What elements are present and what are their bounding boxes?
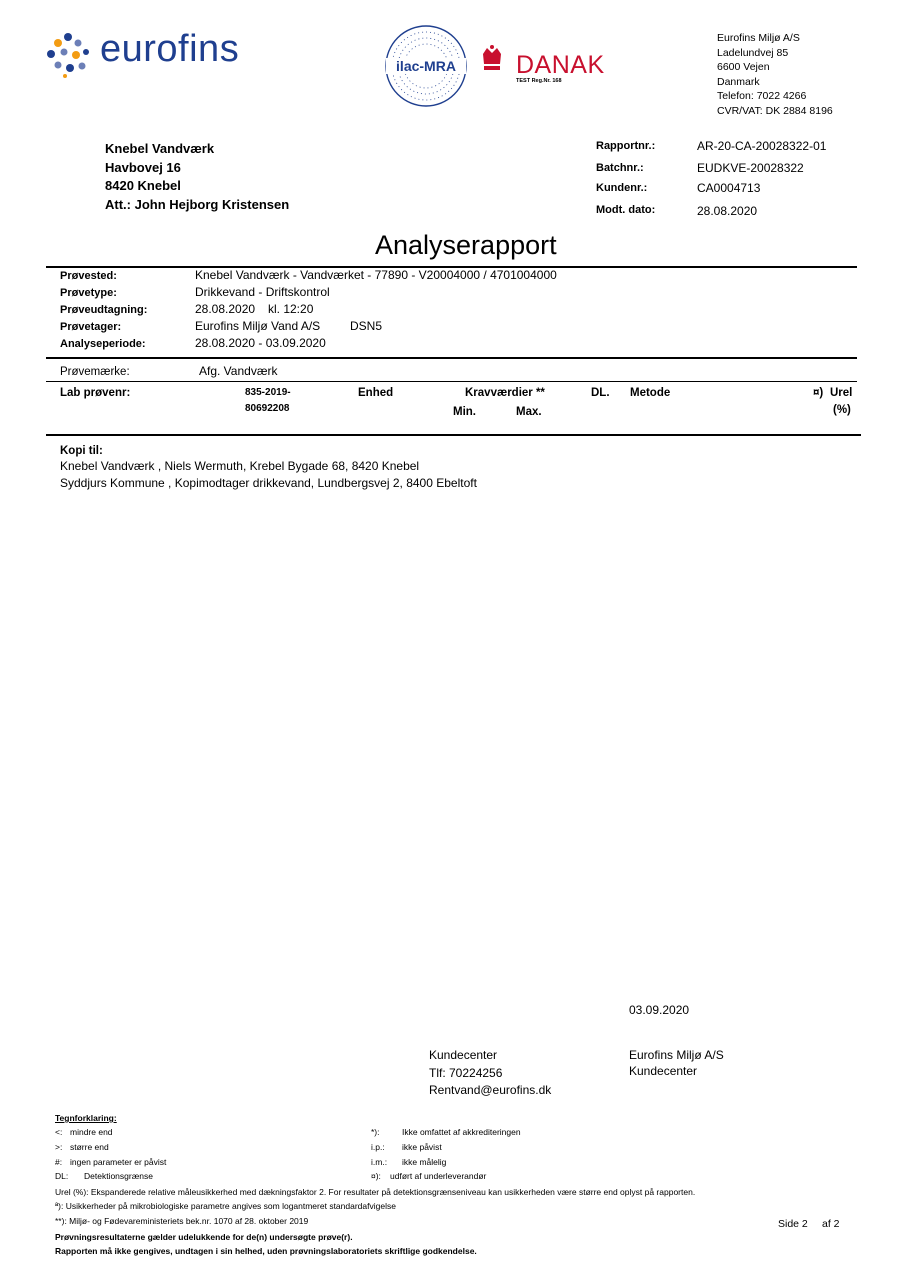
legend-lt-symbol: <:	[55, 1127, 63, 1137]
recipient-line3: 8420 Knebel	[105, 178, 181, 193]
col-max: Max.	[516, 406, 542, 418]
copy-recipient-1: Knebel Vandværk , Niels Wermuth, Krebel Bygade 68, 8420 Knebel	[60, 459, 420, 473]
col-method: Metode	[630, 387, 671, 399]
page-total: af 2	[822, 1218, 840, 1230]
batch-value: EUDKVE-20028322	[697, 161, 804, 175]
received-date-value: 28.08.2020	[697, 204, 758, 218]
legend-hash-text: ingen parameter er påvist	[70, 1157, 167, 1167]
danak-crown-icon	[481, 44, 503, 76]
customer-number-label: Kundenr.:	[596, 182, 648, 194]
copy-recipient-2: Syddjurs Kommune , Kopimodtager drikkevand, Lundbergsvej 2, 8400 Ebeltoft	[60, 476, 477, 490]
legend-regulation-note: **): Miljø- og Fødevareministeriets bek.nr. 1070 af 28. oktober 2019	[55, 1216, 309, 1226]
col-urel-percent: (%)	[833, 404, 851, 416]
col-unit: Enhed	[358, 387, 394, 399]
legend-im-text: ikke målelig	[402, 1157, 447, 1167]
lab-sample-number-1: 835-2019-	[245, 387, 291, 398]
col-min: Min.	[453, 406, 476, 418]
legend-subcontractor-text: udført af underleverandør	[390, 1171, 487, 1181]
col-detection-limit: DL.	[591, 387, 610, 399]
recipient-address	[105, 140, 289, 214]
divider	[46, 434, 861, 436]
company-country: Danmark	[717, 75, 760, 88]
legend-gt-text: større end	[70, 1142, 109, 1152]
legend-lt-text: mindre end	[70, 1127, 113, 1137]
analysis-period-label: Analyseperiode:	[60, 338, 146, 350]
page-number: Side 2	[778, 1218, 808, 1230]
legend-not-accredited-text: Ikke omfattet af akkrediteringen	[402, 1127, 521, 1137]
legend-ip-text: ikke påvist	[402, 1142, 442, 1152]
company-address	[717, 31, 833, 119]
recipient-line1: Knebel Vandværk	[105, 141, 215, 156]
customer-number-value: CA0004713	[697, 181, 761, 195]
company-phone: Telefon: 7022 4266	[717, 90, 807, 103]
col-requirements: Kravværdier **	[465, 387, 545, 399]
company-cvr: CVR/VAT: DK 2884 8196	[717, 104, 833, 117]
company-city: 6600 Vejen	[717, 61, 770, 74]
sample-site-value: Knebel Vandværk - Vandværket - 77890 - V20004000 / 4701004000	[195, 268, 557, 282]
report-number-label: Rapportnr.:	[596, 140, 656, 152]
ilac-text: ilac-MRA	[396, 58, 456, 74]
col-urel: Urel	[830, 387, 853, 399]
customer-center-phone: Tlf: 70224256	[429, 1066, 503, 1080]
danak-reg: TEST Reg.Nr. 168	[516, 78, 562, 84]
divider	[46, 381, 857, 382]
sampler-value: Eurofins Miljø Vand A/S	[195, 319, 321, 333]
lab-sample-number-2: 80692208	[245, 403, 290, 414]
footer-note-reproduction: Rapporten må ikke gengives, undtagen i sin helhed, uden prøvningslaboratoriets skriftlige godkendelse.	[55, 1246, 477, 1256]
divider	[46, 357, 857, 359]
legend-not-accredited-symbol: *):	[371, 1127, 380, 1137]
ilac-mra-logo	[384, 24, 468, 108]
legend-im-symbol: i.m.:	[371, 1157, 388, 1167]
recipient-line2: Havbovej 16	[105, 159, 181, 175]
sample-mark-value: Afg. Vandværk	[199, 364, 278, 378]
sample-type-label: Prøvetype:	[60, 287, 117, 299]
footer-note-results: Prøvningsresultaterne gælder udelukkende for de(n) undersøgte prøve(r).	[55, 1232, 353, 1242]
received-date-label: Modt. dato:	[596, 204, 656, 216]
legend-micro-note: ª): Usikkerheder på mikrobiologiske parametre angives som logantmeret standardafvigelse	[55, 1201, 396, 1211]
eurofins-logo-text: eurofins	[100, 28, 240, 70]
sampling-time: kl. 12:20	[268, 302, 314, 316]
legend-ip-symbol: i.p.:	[371, 1142, 385, 1152]
batch-label: Batchnr.:	[596, 162, 644, 174]
col-urel-symbol: ¤)	[813, 387, 824, 399]
signoff-company: Eurofins Miljø A/S	[629, 1048, 724, 1062]
report-title: Analyserapport	[375, 230, 557, 260]
legend-hash-symbol: #:	[55, 1157, 63, 1167]
signoff-date: 03.09.2020	[629, 1003, 690, 1017]
copies-label: Kopi til:	[60, 445, 103, 457]
lab-sample-label: Lab prøvenr:	[60, 387, 131, 399]
sampler-code: DSN5	[350, 319, 383, 333]
customer-center-label: Kundecenter	[429, 1048, 498, 1062]
sampling-date: 28.08.2020	[195, 302, 256, 316]
danak-text: DANAK	[516, 51, 605, 79]
analysis-period-value: 28.08.2020 - 03.09.2020	[195, 336, 326, 350]
sample-mark-label: Prøvemærke:	[60, 366, 130, 378]
signoff-department: Kundecenter	[629, 1064, 698, 1078]
legend-dl-text: Detektionsgrænse	[84, 1171, 153, 1181]
report-number-value: AR-20-CA-20028322-01	[697, 139, 827, 153]
legend-dl-symbol: DL:	[55, 1171, 69, 1181]
legend-subcontractor-symbol: ¤):	[371, 1171, 381, 1181]
legend-gt-symbol: >:	[55, 1142, 63, 1152]
sampler-label: Prøvetager:	[60, 321, 122, 333]
legend-urel-note: Urel (%): Ekspanderede relative måleusikkerhed med dækningsfaktor 2. For resultater på detektionsgrænseniveau kan usikkerheden være større end oplyst på rapporten.	[55, 1187, 696, 1197]
recipient-line4: Att.: John Hejborg Kristensen	[105, 196, 290, 212]
company-name: Eurofins Miljø A/S	[717, 32, 800, 44]
sample-site-label: Prøvested:	[60, 270, 117, 282]
customer-center-email[interactable]: Rentvand@eurofins.dk	[429, 1083, 552, 1097]
sample-type-value: Drikkevand - Driftskontrol	[195, 285, 330, 299]
company-street: Ladelundvej 85	[717, 46, 789, 59]
legend-title: Tegnforklaring:	[55, 1113, 117, 1123]
eurofins-logo-icon	[46, 32, 96, 78]
sampling-label: Prøveudtagning:	[60, 304, 148, 316]
